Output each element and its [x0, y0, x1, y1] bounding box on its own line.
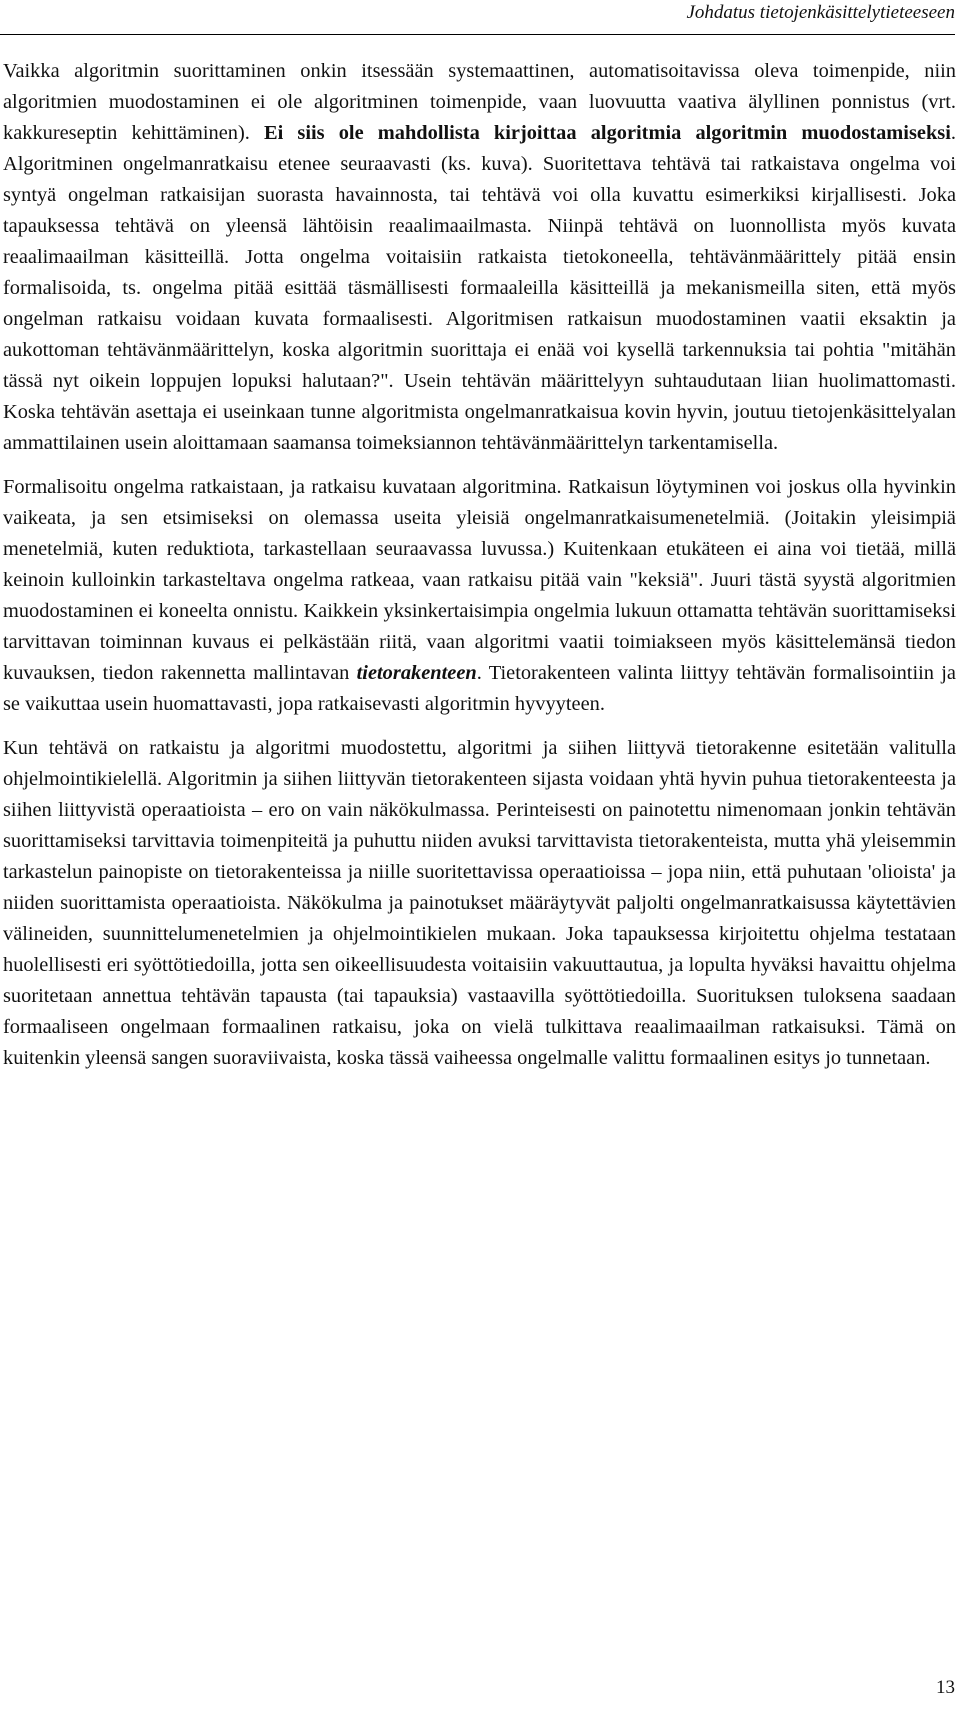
text-run: Formalisoitu ongelma ratkaistaan, ja ratkaisu kuvataan algoritmina. Ratkaisun löytyminen voi joskus olla hyvinkin vaikeata, ja sen etsimiseksi on olemassa useita yleisiä ongelmanratkaisumenetelmiä. (Joitakin yleisimpiä menetelmiä, kuten reduktiota, tarkastellaan seuraavassa luvussa.) Kuitenkaan etukäteen ei aina voi tietää, millä keinoin kulloinkin tarkasteltava ongelma ratkeaa, vaan ratkaisu pitää vain "keksiä". Juuri tästä syystä algoritmien muodostaminen ei koneelta onnistu. Kaikkein yksinkertaisimpia ongelmia lukuun ottamatta tehtävän suorittamiseksi tarvittavan toiminnan kuvaus ei pelkästään riitä, vaan algoritmi vaatii toimiakseen myös käsittelemänsä tiedon kuvauksen, tiedon rakennetta mallintavan — [3, 476, 956, 684]
paragraph-3 — [3, 733, 956, 1074]
paragraph-1 — [3, 56, 956, 459]
body-text — [3, 56, 956, 1087]
running-header — [0, 0, 955, 35]
emphasis-bold: Ei siis ole mahdollista kirjoittaa algoritmia algoritmin muodostamiseksi — [264, 122, 951, 144]
running-header-title: Johdatus tietojenkäsittelytieteeseen — [686, 2, 955, 23]
term-emphasis: tietorakenteen — [356, 662, 477, 684]
text-run: . Tietorakenteen valinta liittyy tehtävän formalisointiin ja se vaikuttaa usein huomattavasti, jopa ratkaisevasti algoritmin hyvyyteen. — [3, 662, 956, 715]
page-number: 13 — [936, 1677, 955, 1698]
text-run: . Algoritminen ongelmanratkaisu etenee seuraavasti (ks. kuva). Suoritettava tehtävä tai ratkaistava ongelma voi syntyä ongelman ratkaisijan suorasta havainnosta, tai tehtävä voi olla kuvattu esimerkiksi kirjallisesti. Joka tapauksessa tehtävä on yleensä lähtöisin reaalimaailmasta. Niinpä tehtävä on luonnollista myös kuvata reaalimaailman käsitteillä. Jotta ongelma voitaisiin ratkaista tietokoneella, tehtävänmäärittely pitää ensin formalisoida, ts. ongelma pitää esittää täsmällisesti formaaleilla käsitteillä ja mekanismeilla siten, että myös ongelman ratkaisu voidaan kuvata formaalisesti. Algoritmisen ratkaisun muodostaminen vaatii eksaktin ja aukottoman tehtävänmäärittelyn, koska algoritmin suorittaja ei enää voi kysellä tarkennuksia tai pohtia "mitähän tässä nyt oikein loppujen lopuksi halutaan?". Usein tehtävän määrittelyyn suhtaudutaan liian huolimattomasti. Koska tehtävän asettaja ei useinkaan tunne algoritmista ongelmanratkaisua kovin hyvin, joutuu tietojenkäsittelyalan ammattilainen usein aloittamaan saamansa toimeksiannon tehtävänmäärittelyn tarkentamisella. — [3, 122, 956, 454]
text-run: Vaikka algoritmin suorittaminen onkin itsessään systemaattinen, automatisoitavissa oleva toimenpide, niin algoritmien muodostaminen ei ole algoritminen toimenpide, vaan luovuutta vaativa älyllinen ponnistus (vrt. kakkureseptin kehittäminen). — [3, 60, 956, 144]
text-run: Kun tehtävä on ratkaistu ja algoritmi muodostettu, algoritmi ja siihen liittyvä tietorakenne esitetään valitulla ohjelmointikielellä. Algoritmin ja siihen liittyvän tietorakenteen sijasta voidaan yhtä hyvin puhua tietorakenteesta ja siihen liittyvistä operaatioista – ero on vain näkökulmassa. Perinteisesti on painotettu nimenomaan jonkin tehtävän suorittamiseksi tarvittavia toimenpiteitä ja puhuttu niiden avuksi tarvittavista tietorakenteista, mutta yhä yleisemmin tarkastelun painopiste on tietorakenteissa ja niille suoritettavissa operaatioissa – jopa niin, että puhutaan 'olioista' ja niiden suorittamista operaatioista. Näkökulma ja painotukset määräytyvät paljolti ongelmanratkaisussa käytettävien välineiden, suunnittelumenetelmien ja ohjelmointikielen mukaan. Joka tapauksessa kirjoitettu ohjelma testataan huolellisesti eri syöttötiedoilla, jotta sen oikeellisuudesta voitaisiin vakuuttautua, ja lopulta hyväksi havaittu ohjelma suoritetaan annettua tehtävän tapausta (tai tapauksia) vastaavilla syöttötiedoilla. Suorituksen tuloksena saadaan formaaliseen ongelmaan formaalinen ratkaisu, joka on vielä tulkittava reaalimaailman ratkaisuksi. Tämä on kuitenkin yleensä sangen suoraviivaista, koska tässä vaiheessa ongelmalle valittu formaalinen esitys jo tunnetaan. — [3, 737, 956, 1069]
paragraph-2 — [3, 472, 956, 720]
